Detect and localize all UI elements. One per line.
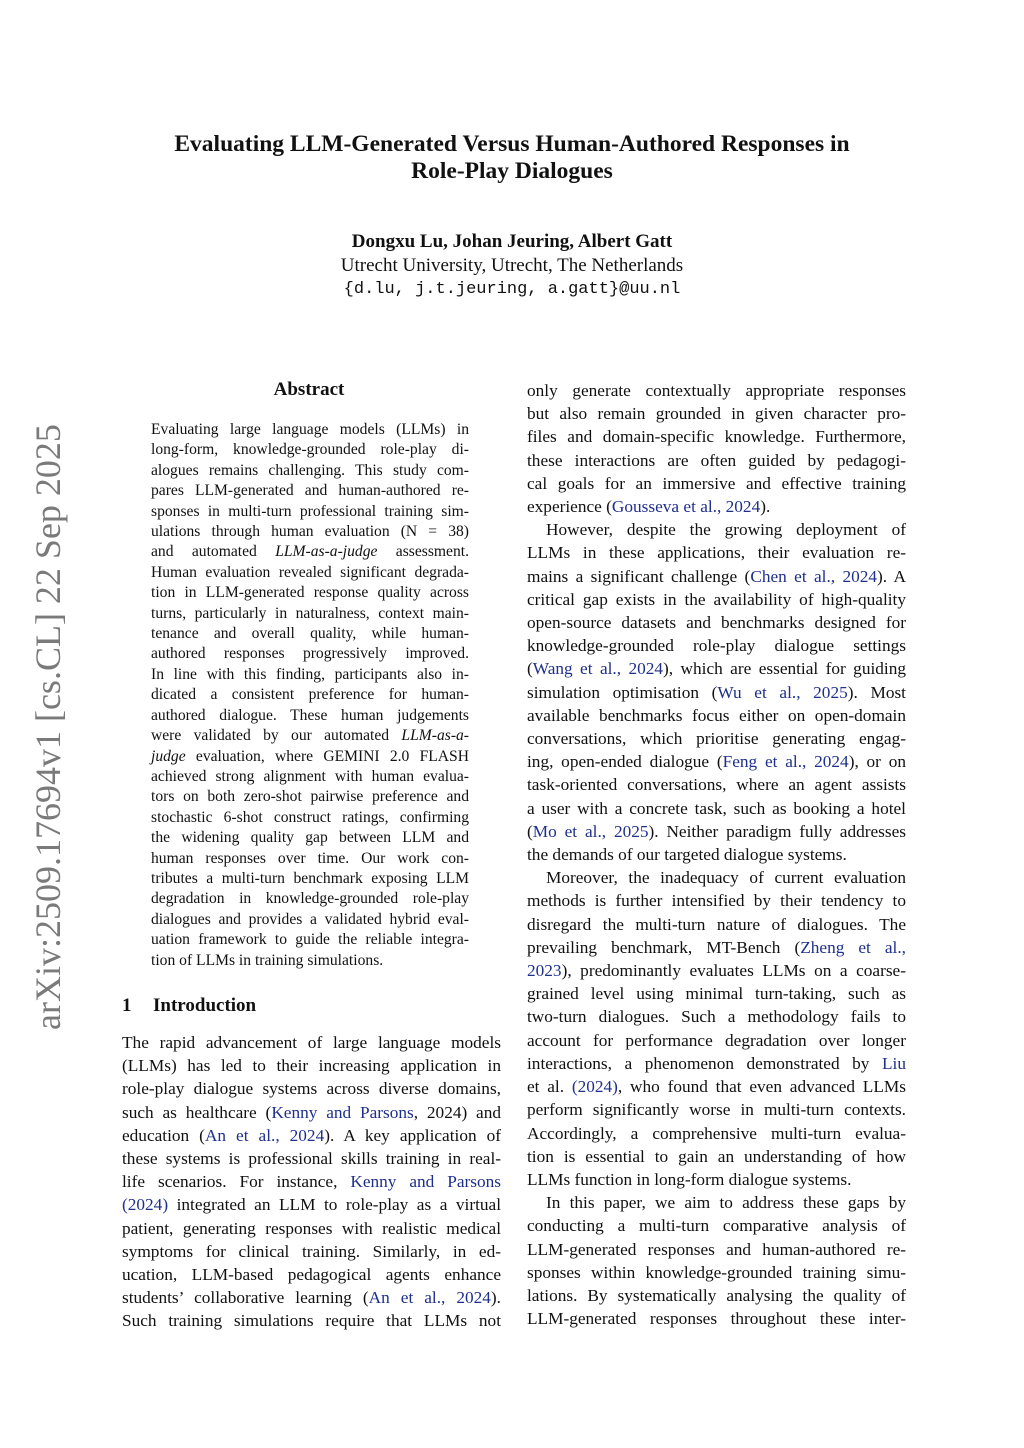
abstract-text xyxy=(151,420,469,971)
affiliation: Utrecht University, Utrecht, The Netherlands xyxy=(340,255,684,276)
abstract-line: achieved strong alignment with human evalua- xyxy=(151,767,469,785)
abstract-line: were validated by our automated LLM-as-a- xyxy=(151,727,469,745)
body-text-line: only generate contextually appropriate responses xyxy=(527,381,906,400)
body-text-line: education (An et al., 2024). A key application of xyxy=(122,1125,501,1145)
abstract-line: stochastic 6-shot construct ratings, confirming xyxy=(151,808,469,826)
body-text-line: a user with a concrete task, such as booking a hotel xyxy=(527,798,906,818)
abstract-line: authored dialogue. These human judgements xyxy=(151,706,469,724)
introduction-left-column xyxy=(122,1031,501,1333)
body-text-line: patient, generating responses with realistic medical xyxy=(122,1218,501,1238)
body-text-line: In this paper, we aim to address these gaps by xyxy=(546,1193,906,1213)
abstract-line: tributes a multi-turn benchmark exposing LLM xyxy=(151,869,469,887)
body-text-line: life scenarios. For instance, Kenny and Parsons xyxy=(122,1172,502,1192)
abstract-line: Evaluating large language models (LLMs) in xyxy=(151,421,469,438)
body-text-line: open-source datasets and benchmarks designed for xyxy=(527,613,906,633)
abstract-line: turns, particularly in naturalness, context main- xyxy=(151,604,469,622)
body-text-line: 2023), predominantly evaluates LLMs on a coarse- xyxy=(527,961,906,981)
body-text-line: LLM-generated responses and human-authored re- xyxy=(527,1239,906,1259)
body-text-line: LLMs function in long-form dialogue systems. xyxy=(527,1169,852,1189)
abstract-line: and automated LLM-as-a-judge assessment. xyxy=(151,543,469,561)
abstract-line: dicated a consistent preference for human- xyxy=(151,686,469,704)
body-text-line: prevailing benchmark, MT-Bench (Zheng et al., xyxy=(527,937,906,957)
body-text-line: critical gap exists in the availability of high-quality xyxy=(527,589,906,609)
body-text-line: methods is further intensified by their tendency to xyxy=(527,891,906,911)
section-heading-introduction xyxy=(122,994,502,1018)
body-text-line: conducting a multi-turn comparative analysis of xyxy=(527,1216,906,1236)
body-text-line: sponses within knowledge-grounded training simu- xyxy=(527,1262,906,1282)
body-text-line: task-oriented conversations, where an agent assists xyxy=(527,775,906,795)
body-text-line: files and domain-specific knowledge. Furthermore, xyxy=(527,427,906,447)
abstract-line: In line with this finding, participants also in- xyxy=(151,665,469,683)
body-text-line: the demands of our targeted dialogue systems. xyxy=(527,845,847,865)
abstract-line: long-form, knowledge-grounded role-play di- xyxy=(151,441,469,459)
body-text-line: Such training simulations require that LLMs not xyxy=(122,1311,501,1331)
body-text-line: (Wang et al., 2024), which are essential for guiding xyxy=(527,659,906,679)
body-text-line: Accordingly, a comprehensive multi-turn evalua- xyxy=(527,1123,906,1143)
abstract-line: tenance and overall quality, while human- xyxy=(151,625,469,643)
body-text-line: et al. (2024), who found that even advanced LLMs xyxy=(527,1077,907,1097)
body-text-line: two-turn dialogues. Such a methodology fails to xyxy=(527,1007,906,1027)
body-text-line: interactions, a phenomenon demonstrated by Liu xyxy=(527,1053,906,1073)
paper-title xyxy=(112,131,912,185)
body-text-line: such as healthcare (Kenny and Parsons, 2024) and xyxy=(122,1102,502,1122)
abstract-line: human responses over time. Our work con- xyxy=(151,849,469,867)
body-text-line: account for performance degradation over longer xyxy=(527,1030,906,1050)
body-text-line: Moreover, the inadequacy of current evaluation xyxy=(546,868,906,888)
body-text-line: role-play dialogue systems across diverse domains, xyxy=(122,1079,501,1099)
abstract-line: alogues remains challenging. This study com- xyxy=(151,461,469,479)
abstract-line: pares LLM-generated and human-authored re- xyxy=(151,482,469,500)
introduction-right-column xyxy=(527,379,906,1330)
body-text-line: disregard the multi-turn nature of dialogues. The xyxy=(527,914,906,934)
abstract-heading: Abstract xyxy=(273,379,345,400)
abstract-line: tion in LLM-generated response quality across xyxy=(151,584,469,602)
body-text-line: knowledge-grounded role-play dialogue settings xyxy=(527,636,906,656)
abstract-line: tors on both zero-shot pairwise preference and xyxy=(151,788,469,806)
body-text-line: but also remain grounded in given character pro- xyxy=(527,404,906,424)
abstract-line: uation framework to guide the reliable integra- xyxy=(151,931,469,949)
body-text-line: students’ collaborative learning (An et al., 2024). xyxy=(122,1288,501,1308)
abstract-line: tion of LLMs in training simulations. xyxy=(151,951,384,969)
author-emails: {d.lu, j.t.jeuring, a.gatt}@uu.nl xyxy=(343,280,681,299)
arxiv-side-stamp: arXiv:2509.17694v1 [cs.CL] 22 Sep 2025 xyxy=(28,424,68,1030)
abstract-line: dialogues and provides a validated hybrid eval- xyxy=(151,910,469,928)
body-text-line: these interactions are often guided by pedagogi- xyxy=(527,450,906,470)
abstract-line: judge evaluation, where GEMINI 2.0 FLASH xyxy=(151,747,469,765)
section-number: 1 xyxy=(122,995,132,1016)
body-text-line: available benchmarks focus either on open-domain xyxy=(527,705,906,725)
body-text-line: LLMs in these applications, their evaluation re- xyxy=(527,543,906,563)
body-text-line: LLM-generated responses throughout these inter- xyxy=(527,1309,906,1329)
body-text-line: (2024) integrated an LLM to role-play as a virtual xyxy=(122,1195,501,1215)
body-text-line: symptoms for clinical training. Similarly, in ed- xyxy=(122,1241,501,1261)
abstract-line: Human evaluation revealed significant degrada- xyxy=(151,563,469,581)
body-text-line: grained level using minimal turn-taking, such as xyxy=(527,984,906,1004)
title-line: Role-Play Dialogues xyxy=(411,158,613,184)
body-text-line: mains a significant challenge (Chen et al., 2024). A xyxy=(527,566,906,586)
body-text-line: simulation optimisation (Wu et al., 2025). Most xyxy=(527,682,906,702)
body-text-line: ing, open-ended dialogue (Feng et al., 2024), or on xyxy=(527,752,907,772)
body-text-line: conversations, which prioritise generating engag- xyxy=(527,729,906,749)
body-text-line: experience (Gousseva et al., 2024). xyxy=(527,497,771,517)
abstract-line: ulations through human evaluation (N = 38) xyxy=(151,523,469,541)
title-line: Evaluating LLM-Generated Versus Human-Authored Responses in xyxy=(174,131,850,157)
abstract-line: authored responses progressively improved. xyxy=(151,645,469,663)
body-text-line: tion is essential to gain an understanding of how xyxy=(527,1146,906,1166)
abstract-line: sponses in multi-turn professional training sim- xyxy=(151,502,469,520)
body-text-line: (Mo et al., 2025). Neither paradigm fully addresses xyxy=(527,821,906,841)
body-text-line: ucation, LLM-based pedagogical agents enhance xyxy=(122,1265,501,1285)
authors: Dongxu Lu, Johan Jeuring, Albert Gatt xyxy=(351,231,673,252)
section-title: Introduction xyxy=(153,995,257,1016)
body-text-line: However, despite the growing deployment of xyxy=(546,520,906,540)
body-text-line: these systems is professional skills training in real- xyxy=(122,1149,501,1169)
body-text-line: cal goals for an immersive and effective training xyxy=(527,473,906,493)
abstract-line: the widening quality gap between LLM and xyxy=(151,829,469,847)
body-text-line: perform significantly worse in multi-turn contexts. xyxy=(527,1100,906,1120)
abstract-line: degradation in knowledge-grounded role-play xyxy=(151,890,469,908)
body-text-line: lations. By systematically analysing the quality of xyxy=(527,1285,906,1305)
body-text-line: (LLMs) has led to their increasing application in xyxy=(122,1056,501,1076)
body-text-line: The rapid advancement of large language models xyxy=(122,1033,501,1052)
